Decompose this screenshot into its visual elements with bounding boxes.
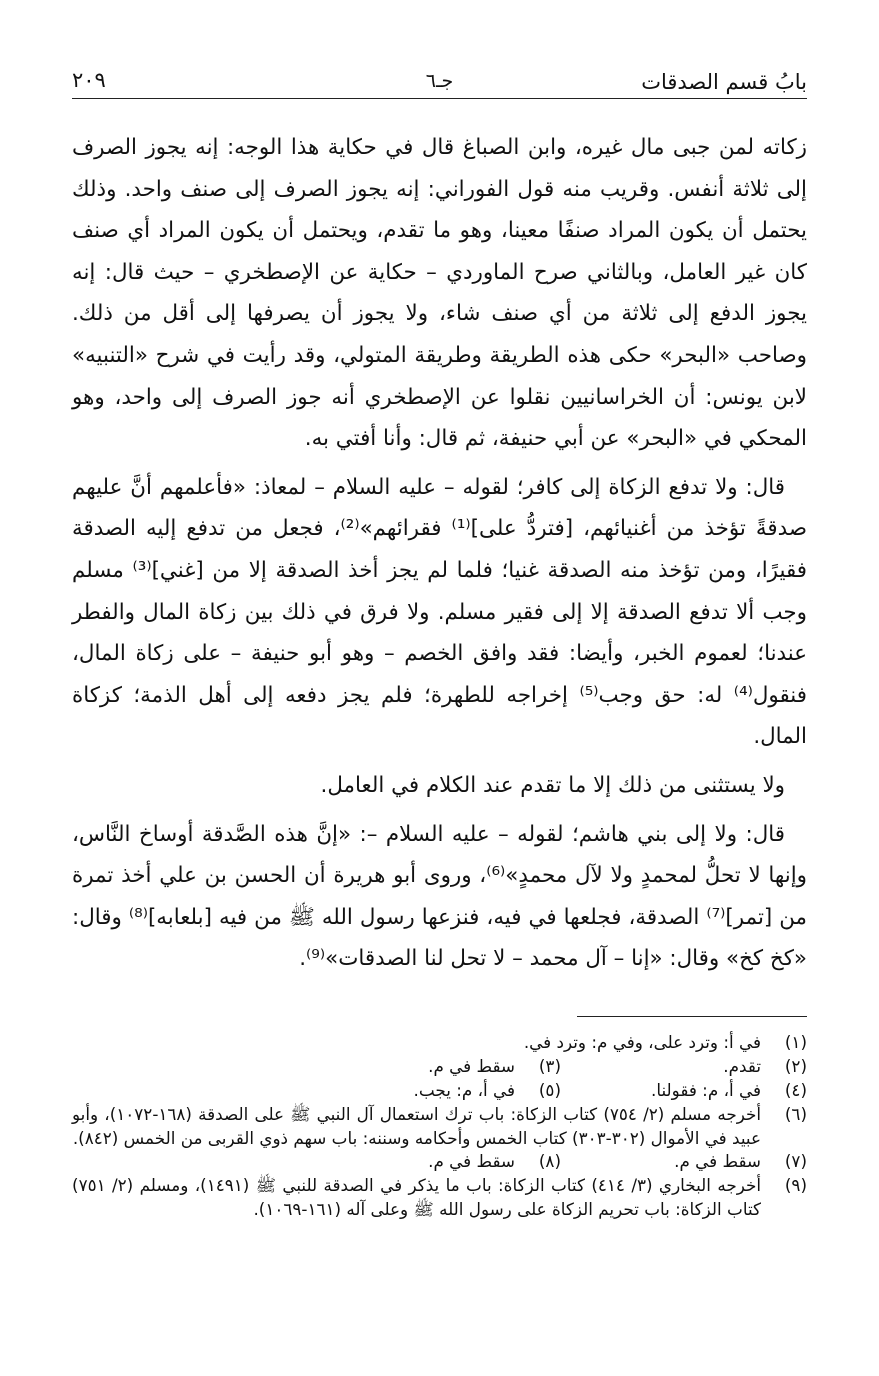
- chapter-title: بابُ قسم الصدقات: [641, 70, 807, 94]
- footnote-text: سقط في م.: [428, 1151, 515, 1172]
- footnote-text: سقط في م.: [428, 1055, 515, 1076]
- footnote-9: [72, 1174, 807, 1222]
- footnotes: [72, 1031, 807, 1222]
- footnote-number: (١): [784, 1031, 807, 1052]
- footnote-text: أخرجه مسلم (٢/ ٧٥٤) كتاب الزكاة: باب ترك استعمال آل النبي ﷺ على الصدقة (١٦٨-١٠٧٢)، وأبو عبيد في الأموال (٣٠٢-٣٠٣) كتاب الخمس وأحكامه وسننه: باب سهم ذوي القربى من الخمس (٨٤٢).: [72, 1103, 761, 1148]
- footnote-text: في أ، م: فقولنا.: [651, 1079, 761, 1100]
- footnote-text: في أ: وترد على، وفي م: وترد في.: [523, 1031, 761, 1052]
- page-number: ٢٠٩: [72, 68, 106, 92]
- paragraph-4: قال: ولا إلى بني هاشم؛ لقوله – عليه السلام –: «إنَّ هذه الصَّدقة أوساخ النَّاس، وإنها لا تحلُّ لمحمدٍ ولا لآل محمدٍ»⁽⁶⁾، وروى أبو هريرة أن الحسن بن علي أخذ تمرة من [تمر]⁽⁷⁾ الصدقة، فجلعها في فيه، فنزعها رسول الله ﷺ من فيه [بلعابه]⁽⁸⁾ وقال: «كخ كخ» وقال: «إنا – آل محمد – لا تحل لنا الصدقات»⁽⁹⁾.: [72, 821, 808, 972]
- footnote-number: (٥): [538, 1079, 561, 1100]
- footnote-row-2-3: [72, 1055, 807, 1079]
- footnote-number: (٣): [538, 1055, 561, 1076]
- book-page: [72, 60, 807, 1340]
- footnote-number: (٧): [784, 1151, 807, 1172]
- footnote-number: (٩): [784, 1175, 807, 1196]
- running-header: [72, 60, 807, 99]
- footnote-text: سقط في م.: [674, 1151, 761, 1172]
- paragraph-2: قال: ولا تدفع الزكاة إلى كافر؛ لقوله – عليه السلام – لمعاذ: «فأعلمهم أنَّ عليهم صدقةً تؤخذ من أغنيائهم، [فتردُّ على]⁽¹⁾ فقرائهم»⁽²⁾، فجعل من تدفع إليه الصدقة فقيرًا، ومن تؤخذ منه الصدقة غنيا؛ فلما لم يجز أخذ الصدقة إلا من [غني]⁽³⁾ مسلم وجب ألا تدفع الصدقة إلا إلى فقير مسلم. ولا فرق في ذلك بين زكاة المال والفطر عندنا؛ لعموم الخبر، وأيضا: فقد وافق الخصم – وهو أبو حنيفة – على زكاة المال، فنقول⁽⁴⁾ له: حق وجب⁽⁵⁾ إخراجه للطهرة؛ فلم يجز دفعه إلى أهل الذمة؛ كزكاة المال.: [72, 474, 807, 750]
- footnote-number: (٢): [784, 1055, 807, 1076]
- footnote-number: (٦): [784, 1103, 807, 1124]
- footnote-text: أخرجه البخاري (٣/ ٤١٤) كتاب الزكاة: باب ما يذكر في الصدقة للنبي ﷺ (١٤٩١)، ومسلم (٢/ ٧٥١) كتاب الزكاة: باب تحريم الزكاة على رسول الله ﷺ وعلى آله (١٦١-١٠٦٩).: [72, 1175, 761, 1220]
- footnote-6: [72, 1103, 807, 1151]
- footnote-number: (٨): [538, 1151, 561, 1172]
- paragraph-1: زكاته لمن جبى مال غيره، وابن الصباغ قال في حكاية هذا الوجه: إنه يجوز الصرف إلى ثلاثة أنفس. وقريب منه قول الفوراني: إنه يجوز الصرف إلى صنف واحد. وذلك يحتمل أن يكون المراد صنفًا معينا، وهو ما تقدم، ويحتمل أن يكون المراد أي صنف كان غير العامل، وبالثاني صرح الماوردي – حكاية عن الإصطخري – حيث قال: إنه يجوز الدفع إلى ثلاثة من أي صنف شاء، ولا يجوز أن يصرفها إلى أقل من ذلك. وصاحب «البحر» حكى هذه الطريقة وطريقة المتولي، وقد رأيت في شرح «التنبيه» لابن يونس: أن الخراسانيين نقلوا عن الإصطخري أنه جوز الصرف إلى واحد، وهو المحكي في «البحر» عن أبي حنيفة، ثم قال: وأنا أفتي به.: [72, 135, 807, 452]
- paragraph-3: ولا يستثنى من ذلك إلا ما تقدم عند الكلام في العامل.: [320, 772, 785, 798]
- footnote-text: في أ، م: يجب.: [413, 1079, 515, 1100]
- footnote-row-7-8: [72, 1150, 807, 1174]
- footnote-text: تقدم.: [723, 1055, 761, 1076]
- footnote-1: [72, 1031, 807, 1055]
- volume-label: جـ٦: [425, 70, 454, 92]
- main-text: [72, 127, 807, 980]
- footnote-separator: [577, 1016, 807, 1017]
- footnote-number: (٤): [784, 1079, 807, 1100]
- footnote-row-4-5: [72, 1079, 807, 1103]
